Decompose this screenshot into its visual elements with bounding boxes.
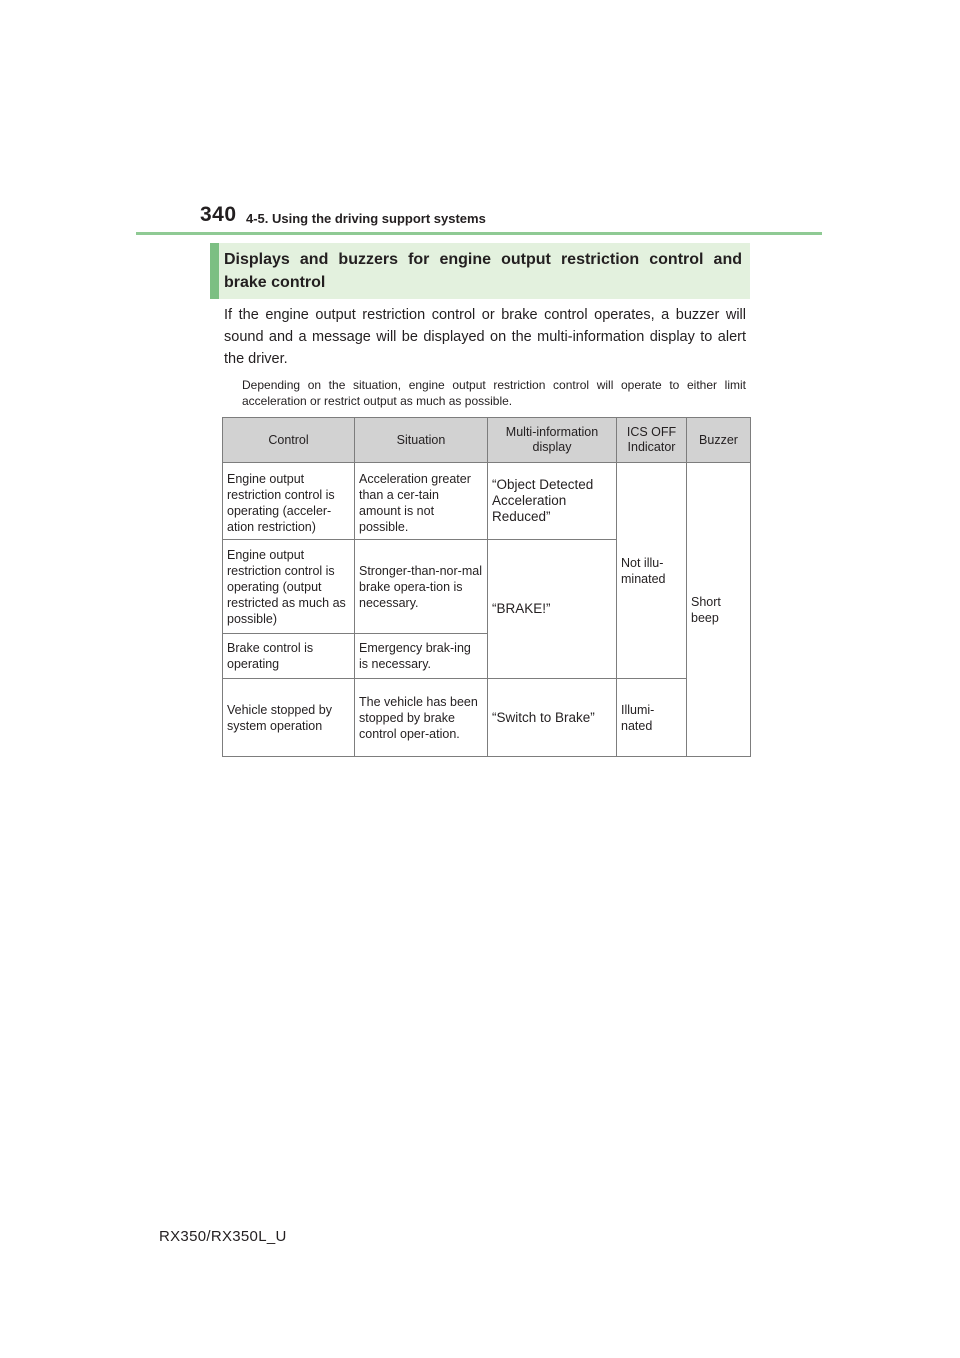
header-divider <box>136 232 822 235</box>
header-display: Multi-information display <box>488 418 617 463</box>
header-control: Control <box>223 418 355 463</box>
cell-control: Engine output restriction control is operating (acceler-ation restriction) <box>223 463 355 540</box>
table-row <box>223 463 751 540</box>
cell-indicator: Not illu-minated <box>617 463 687 679</box>
cell-indicator: Illumi-nated <box>617 679 687 757</box>
header-buzzer: Buzzer <box>687 418 751 463</box>
cell-display: “Object Detected Acceleration Reduced” <box>488 463 617 540</box>
heading-box <box>210 243 750 299</box>
page-number: 340 <box>200 203 237 226</box>
cell-situation: Stronger-than-nor-mal brake opera-tion is necessary. <box>355 540 488 634</box>
cell-display: “BRAKE!” <box>488 540 617 679</box>
control-table <box>222 417 751 757</box>
cell-control: Vehicle stopped by system operation <box>223 679 355 757</box>
table-row <box>223 679 751 757</box>
cell-buzzer: Short beep <box>687 463 751 757</box>
cell-control: Engine output restriction control is operating (output restricted as much as possible) <box>223 540 355 634</box>
cell-situation: The vehicle has been stopped by brake control oper-ation. <box>355 679 488 757</box>
heading-title: Displays and buzzers for engine output restriction control and brake control <box>224 251 742 291</box>
intro-paragraph: If the engine output restriction control or brake control operates, a buzzer will sound and a message will be displayed on the multi-information display to alert the driver. <box>224 307 746 367</box>
table-header-row <box>223 418 751 463</box>
section-title: 4-5. Using the driving support systems <box>246 211 486 226</box>
footer-model: RX350/RX350L_U <box>159 1228 287 1245</box>
cell-situation: Acceleration greater than a cer-tain amount is not possible. <box>355 463 488 540</box>
header-situation: Situation <box>355 418 488 463</box>
note-paragraph: Depending on the situation, engine output restriction control will operate to either limit acceleration or restrict output as much as possible. <box>242 378 746 408</box>
header-indicator: ICS OFF Indicator <box>617 418 687 463</box>
cell-display: “Switch to Brake” <box>488 679 617 757</box>
cell-control: Brake control is operating <box>223 634 355 679</box>
cell-situation: Emergency brak-ing is necessary. <box>355 634 488 679</box>
